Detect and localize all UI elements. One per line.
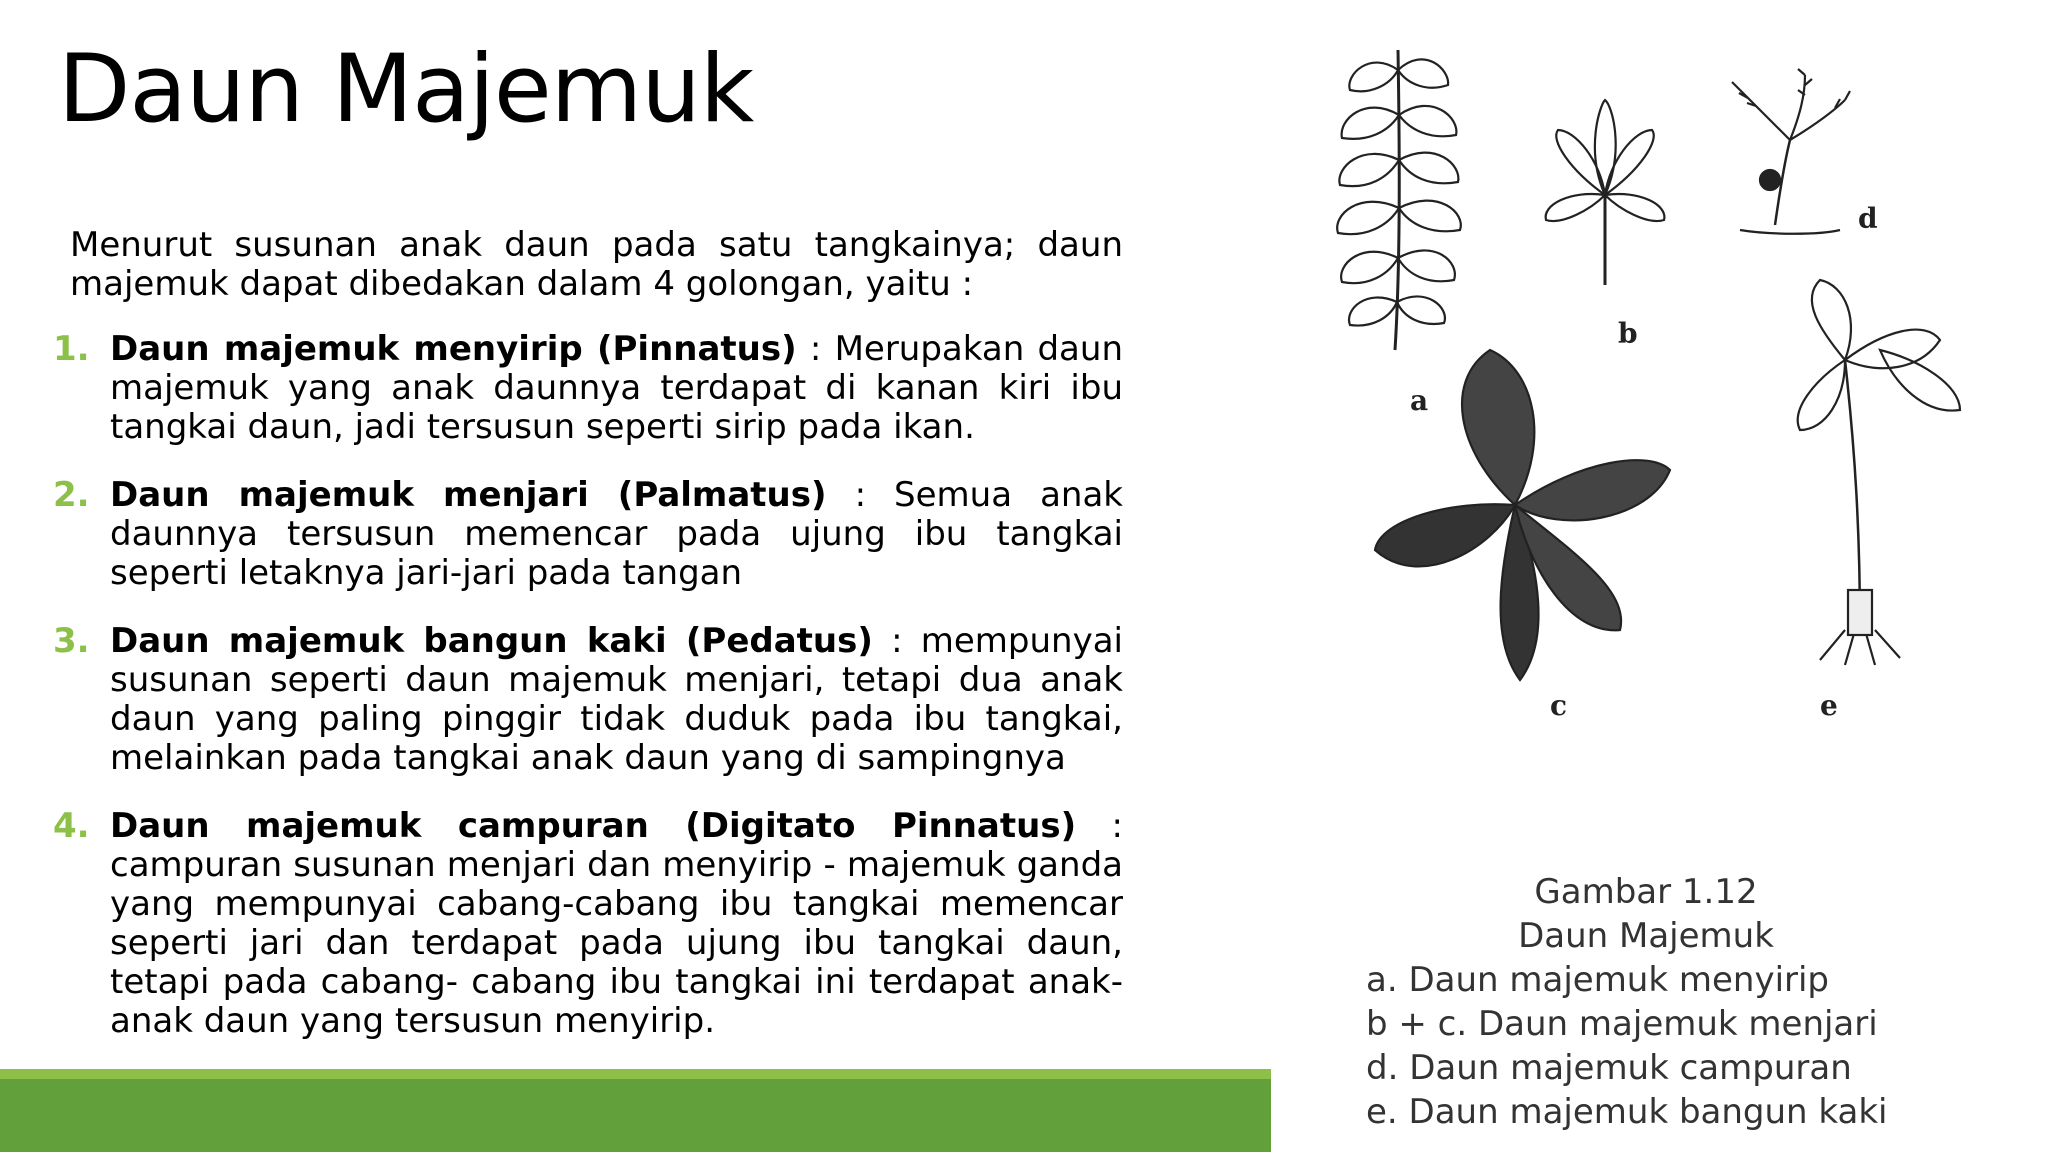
list-number: 1. xyxy=(53,329,90,369)
figure-caption xyxy=(1366,870,1926,1134)
pedate-leaf-drawing xyxy=(1798,280,1960,665)
list-item-desc: : mempunyai susunan seperti daun majemuk menjari, tetapi dua anak daun yang paling pinggir tidak duduk pada ibu tangkai, melainkan pada tangkai anak daun yang di sampingnya xyxy=(110,621,1123,778)
list-item-desc: : Semua anak daunnya tersusun memencar pada ujung ibu tangkai seperti letaknya jari-jari pada tangan xyxy=(110,475,1123,593)
list-item-body xyxy=(110,622,1123,778)
intro-paragraph: Menurut susunan anak daun pada satu tangkainya; daun majemuk dapat dibedakan dalam 4 golongan, yaitu : xyxy=(70,225,1123,304)
figure-label-c: c xyxy=(1550,689,1568,722)
list-item-term: Daun majemuk menyirip (Pinnatus) xyxy=(110,329,797,369)
mixed-compound-leaf-drawing xyxy=(1732,69,1850,234)
list-item xyxy=(40,476,1123,593)
leaf-drawings xyxy=(1300,30,2020,850)
list-item xyxy=(40,330,1123,447)
list-item-body xyxy=(110,330,1123,447)
figure-label-e: e xyxy=(1820,689,1838,722)
list-item-desc: : Merupakan daun majemuk yang anak daunnya terdapat di kanan kiri ibu tangkai daun, jadi tersusun seperti sirip pada ikan. xyxy=(110,329,1123,447)
list-item-body xyxy=(110,476,1123,593)
caption-line: b + c. Daun majemuk menjari xyxy=(1366,1004,1878,1044)
list-item-term: Daun majemuk bangun kaki (Pedatus) xyxy=(110,621,873,661)
list-number: 2. xyxy=(53,475,90,515)
caption-line: d. Daun majemuk campuran xyxy=(1366,1048,1852,1088)
footer-accent-stripe xyxy=(0,1069,1271,1079)
pinnate-leaf-drawing xyxy=(1337,50,1461,350)
leaf-type-list xyxy=(40,330,1123,1070)
list-item-term: Daun majemuk campuran (Digitato Pinnatus) xyxy=(110,806,1077,846)
caption-line: Daun Majemuk xyxy=(1518,916,1774,956)
caption-line: e. Daun majemuk bangun kaki xyxy=(1366,1092,1888,1132)
slide-title: Daun Majemuk xyxy=(58,35,754,144)
caption-line: Gambar 1.12 xyxy=(1534,872,1758,912)
figure-label-d: d xyxy=(1858,202,1878,235)
figure-label-a: a xyxy=(1410,384,1429,417)
palmate-leaf-drawing xyxy=(1546,100,1665,285)
figure-label-b: b xyxy=(1618,317,1638,350)
list-item-body xyxy=(110,807,1123,1041)
footer-band xyxy=(0,1079,1271,1152)
list-item-desc: : campuran susunan menjari dan menyirip - majemuk ganda yang mempunyai cabang-cabang ibu tangkai memencar seperti jari dan terdapat pada ujung ibu tangkai daun, tetapi pada cabang- cabang ibu tangkai ini terdapat anak-anak daun yang tersusun menyirip. xyxy=(110,806,1123,1041)
caption-line: a. Daun majemuk menyirip xyxy=(1366,960,1830,1000)
list-item xyxy=(40,807,1123,1041)
list-item xyxy=(40,622,1123,778)
list-number: 4. xyxy=(53,806,90,846)
list-item-term: Daun majemuk menjari (Palmatus) xyxy=(110,475,827,515)
list-number: 3. xyxy=(53,621,90,661)
